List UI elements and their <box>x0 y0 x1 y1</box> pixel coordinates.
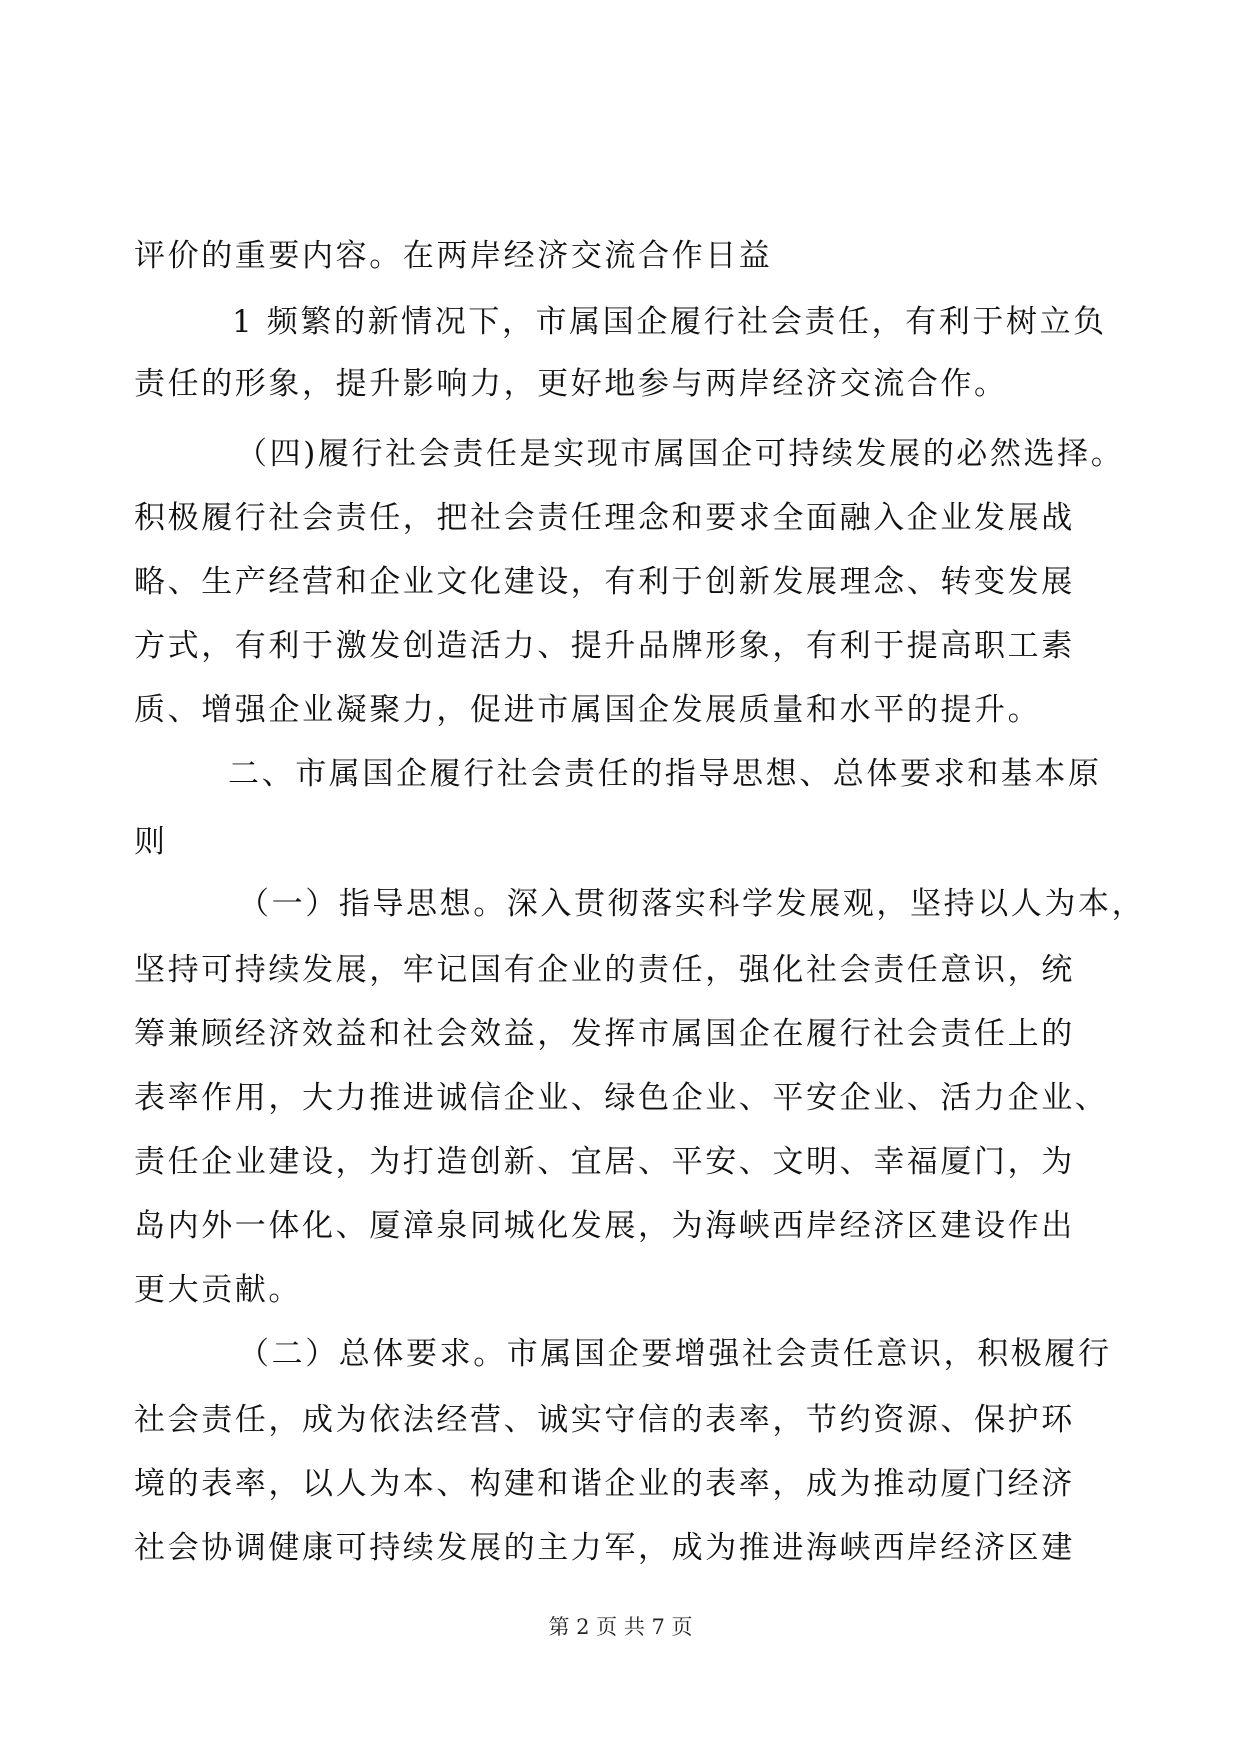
text-line: 1 频繁的新情况下，市属国企履行社会责任，有利于树立负 <box>232 304 1107 340</box>
text-line: 责任企业建设，为打造创新、宜居、平安、文明、幸福厦门，为 <box>134 1144 1075 1180</box>
text-line: 境的表率，以人为本、构建和谐企业的表率，成为推动厦门经济 <box>134 1466 1075 1502</box>
text-line: 岛内外一体化、厦漳泉同城化发展，为海峡西岸经济区建设作出 <box>134 1208 1075 1244</box>
section-heading: （二）总体要求。市属国企要增强社会责任意识，积极履行 <box>238 1336 1112 1372</box>
section-heading: （四)履行社会责任是实现市属国企可持续发展的必然选择。 <box>236 436 1125 472</box>
text-line: 社会协调健康可持续发展的主力军，成为推进海峡西岸经济区建 <box>134 1530 1075 1566</box>
text-line: 评价的重要内容。在两岸经济交流合作日益 <box>134 238 773 274</box>
text-line: 坚持可持续发展，牢记国有企业的责任，强化社会责任意识，统 <box>134 952 1075 988</box>
text-line: 社会责任，成为依法经营、诚实守信的表率，节约资源、保护环 <box>134 1402 1075 1438</box>
text-line: 更大贡献。 <box>134 1272 302 1308</box>
text-line: 积极履行社会责任，把社会责任理念和要求全面融入企业发展战 <box>134 500 1075 536</box>
section-heading: （一）指导思想。深入贯彻落实科学发展观，坚持以人为本， <box>238 886 1146 922</box>
text-line: 则 <box>134 824 168 860</box>
page-footer: 第 2 页 共 7 页 <box>548 1615 693 1639</box>
text-line: 质、增强企业凝聚力，促进市属国企发展质量和水平的提升。 <box>134 692 1042 728</box>
text-line: 方式，有利于激发创造活力、提升品牌形象，有利于提高职工素 <box>134 628 1075 664</box>
text-line: 表率作用，大力推进诚信企业、绿色企业、平安企业、活力企业、 <box>134 1080 1109 1116</box>
text-line: 责任的形象，提升影响力，更好地参与两岸经济交流合作。 <box>134 366 1008 402</box>
text-line: 筹兼顾经济效益和社会效益，发挥市属国企在履行社会责任上的 <box>134 1016 1075 1052</box>
section-heading: 二、市属国企履行社会责任的指导思想、总体要求和基本原 <box>228 756 1102 792</box>
text-line: 略、生产经营和企业文化建设，有利于创新发展理念、转变发展 <box>134 564 1075 600</box>
